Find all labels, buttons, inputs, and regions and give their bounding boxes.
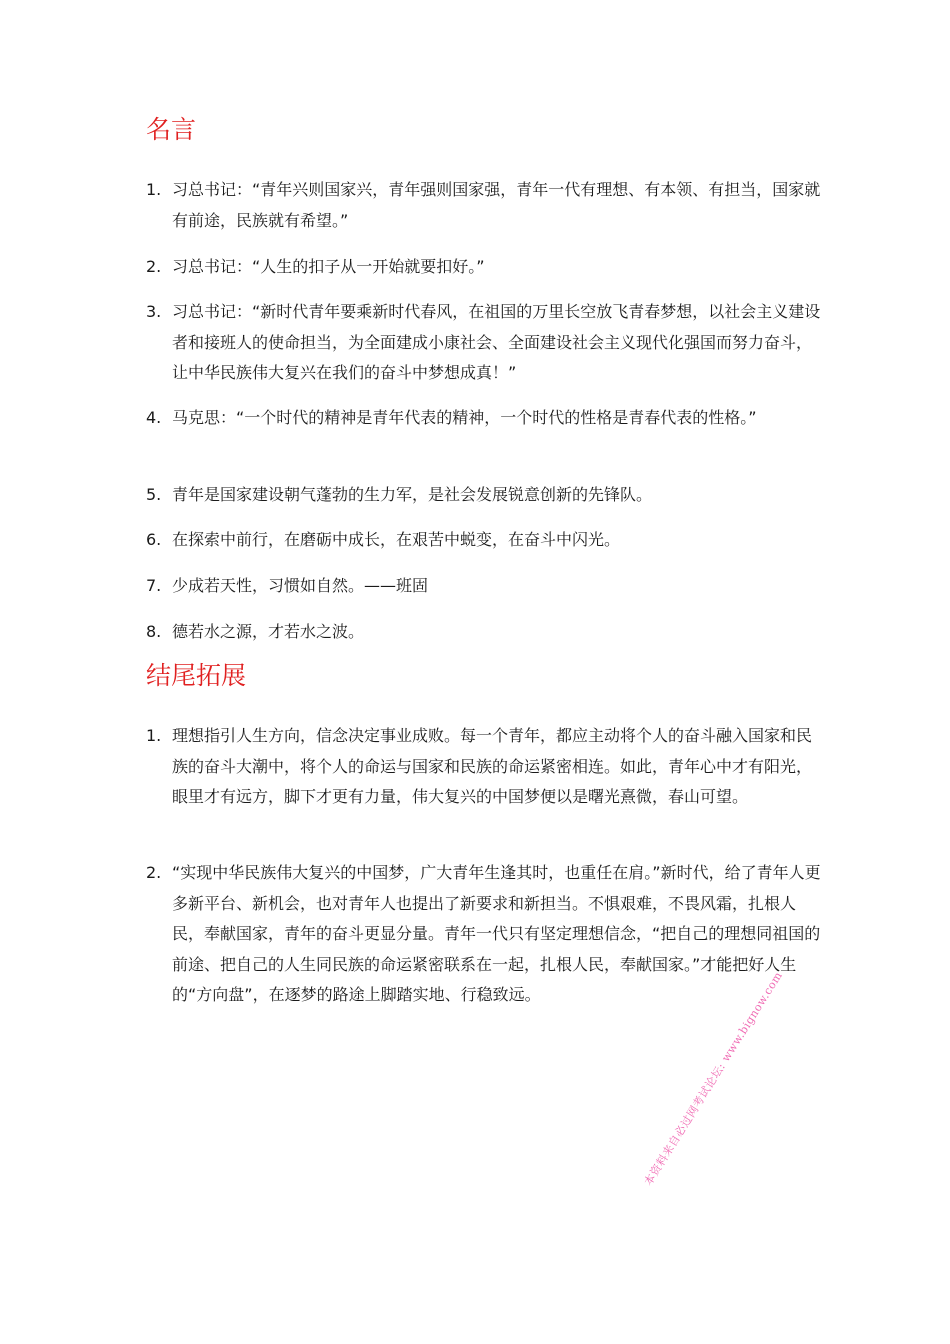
list-text: 马克思：“一个时代的精神是青年代表的精神，一个时代的性格是青春代表的性格。” — [172, 408, 757, 427]
list-number: 2. — [146, 863, 162, 882]
list-item — [146, 480, 826, 511]
list-text: 习总书记：“新时代青年要乘新时代春风，在祖国的万里长空放飞青春梦想，以社会主义建设者和接班人的使命担当，为全面建成小康社会、全面建设社会主义现代化强国而努力奋斗，让中华民族伟大复兴在我们的奋斗中梦想成真！” — [172, 302, 821, 382]
section-heading-quotes: 名言 — [146, 115, 197, 144]
list-item — [146, 252, 826, 283]
list-item — [146, 175, 826, 236]
list-text: 少成若天性，习惯如自然。——班固 — [172, 576, 429, 595]
list-text: 习总书记：“青年兴则国家兴，青年强则国家强，青年一代有理想、有本领、有担当，国家就有前途，民族就有希望。” — [172, 180, 821, 230]
list-item — [146, 721, 826, 813]
section-heading-ending: 结尾拓展 — [146, 661, 247, 690]
list-item — [146, 525, 826, 556]
list-item — [146, 617, 826, 648]
list-number: 1. — [146, 726, 162, 745]
watermark: 本资料来自必过网考试论坛: www.bignow.com — [641, 969, 786, 1188]
list-number: 4. — [146, 408, 162, 427]
list-number: 2. — [146, 257, 162, 276]
list-number: 3. — [146, 302, 162, 321]
list-number: 1. — [146, 180, 162, 199]
list-number: 7. — [146, 576, 162, 595]
list-text: “实现中华民族伟大复兴的中国梦，广大青年生逢其时，也重任在肩。”新时代，给了青年人更多新平台、新机会，也对青年人也提出了新要求和新担当。不惧艰难，不畏风霜，扎根人民，奉献国家，青年的奋斗更显分量。青年一代只有坚定理想信念，“把自己的理想同祖国的前途、把自己的人生同民族的命运紧密联系在一起，扎根人民，奉献国家。”才能把好人生的“方向盘”，在逐梦的路途上脚踏实地、行稳致远。 — [172, 863, 821, 1004]
list-number: 6. — [146, 530, 162, 549]
list-item — [146, 297, 826, 389]
list-text: 习总书记：“人生的扣子从一开始就要扣好。” — [172, 257, 485, 276]
list-text: 青年是国家建设朝气蓬勃的生力军，是社会发展锐意创新的先锋队。 — [172, 485, 653, 504]
list-item — [146, 571, 826, 602]
list-text: 德若水之源，才若水之波。 — [172, 622, 365, 641]
list-number: 5. — [146, 485, 162, 504]
list-text: 在探索中前行，在磨砺中成长，在艰苦中蜕变，在奋斗中闪光。 — [172, 530, 621, 549]
list-item — [146, 403, 826, 434]
list-item — [146, 858, 826, 1011]
list-number: 8. — [146, 622, 162, 641]
list-text: 理想指引人生方向，信念决定事业成败。每一个青年，都应主动将个人的奋斗融入国家和民族的奋斗大潮中，将个人的命运与国家和民族的命运紧密相连。如此，青年心中才有阳光，眼里才有远方，脚下才更有力量，伟大复兴的中国梦便以是曙光熹微，春山可望。 — [172, 726, 813, 806]
